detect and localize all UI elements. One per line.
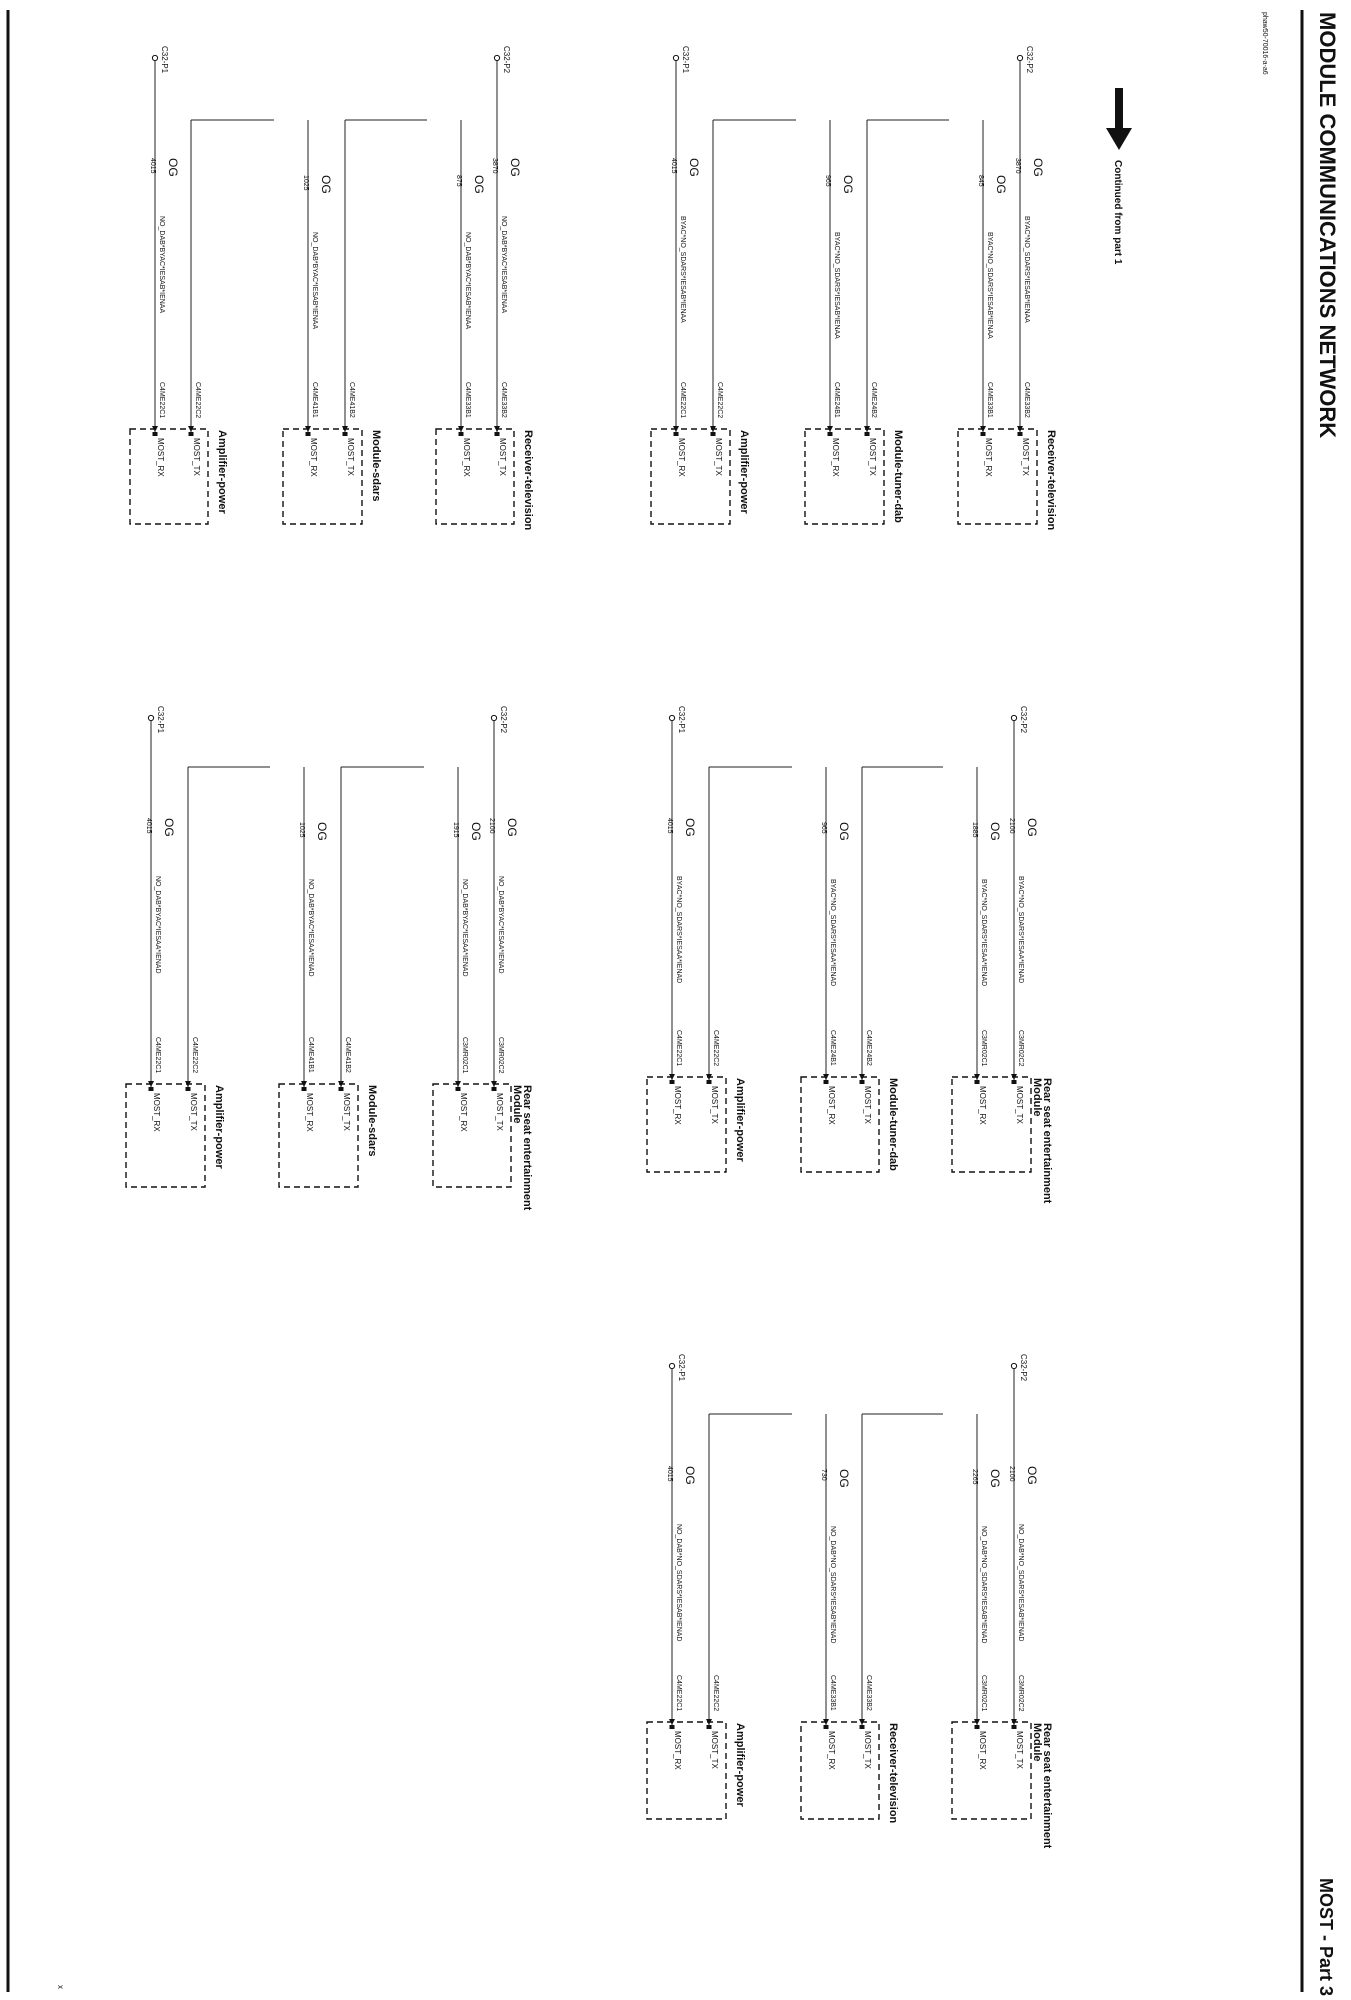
pin-label: MOST_TX (710, 1086, 719, 1124)
pin-label: MOST_TX (495, 1093, 504, 1131)
pin-block-icon (306, 432, 311, 436)
module-connector-label: C4ME22C1 (675, 1030, 682, 1067)
pin-label: MOST_RX (673, 1731, 682, 1770)
part-label: MOST - Part 3 (1316, 1878, 1336, 1997)
wire-length-label: 4015 (670, 158, 677, 174)
pin-block-icon (189, 432, 194, 436)
option-code-label: NO_DAB*NO_SDARS*IESAB*IENAD (675, 1524, 682, 1642)
pin-label: MOST_TX (863, 1086, 872, 1124)
pin-block-icon (824, 1725, 829, 1729)
wire-color-label: OG (505, 818, 519, 837)
wire-color-label: OG (1025, 1466, 1039, 1485)
source-connector-label: C32-P1 (156, 706, 165, 734)
module-name-label: Amplifier-power (738, 430, 750, 514)
pin-block-icon (492, 1087, 497, 1091)
wire-color-label: OG (472, 175, 486, 194)
pin-label: MOST_TX (710, 1731, 719, 1769)
pin-label: MOST_RX (459, 1093, 468, 1132)
option-code-label: NO_DAB*BYAC*IESAA*IENAD (307, 879, 314, 977)
pin-label: MOST_TX (1015, 1086, 1024, 1124)
wire-color-label: OG (988, 1469, 1002, 1488)
connector-terminal-icon (669, 715, 674, 720)
pin-label: MOST_RX (827, 1086, 836, 1125)
source-connector-label: C32-P1 (160, 46, 169, 74)
module-connector-label: C4ME22C2 (712, 1675, 719, 1712)
option-code-label: BYAC*NO_SDARS*IESAB*IENAA (833, 232, 840, 339)
pin-label: MOST_RX (673, 1086, 682, 1125)
pin-label: MOST_TX (498, 438, 507, 476)
module-connector-label: C4ME33B2 (1023, 382, 1030, 418)
pin-label: MOST_TX (192, 438, 201, 476)
wire-length-label: 4015 (666, 1466, 673, 1482)
module-connector-label: C4ME33B2 (500, 382, 507, 418)
wire-color-label: OG (994, 175, 1008, 194)
pin-block-icon (670, 1725, 675, 1729)
option-code-label: BYAC*NO_SDARS*IESAA*IENAD (980, 879, 987, 987)
pin-label: MOST_TX (714, 438, 723, 476)
module-connector-label: C4ME41B1 (311, 382, 318, 418)
wire-color-label: OG (1025, 818, 1039, 837)
pin-block-icon (828, 432, 833, 436)
option-code-label: NO_DAB*BYAC*IESAB*IENAA (158, 216, 165, 314)
connector-terminal-icon (669, 1363, 674, 1368)
wire-color-label: OG (508, 158, 522, 177)
wire-color-label: OG (683, 1466, 697, 1485)
wire-color-label: OG (315, 822, 329, 841)
wire-length-label: 2100 (488, 818, 495, 834)
source-connector-label: C32-P2 (1019, 1354, 1028, 1382)
option-code-label: NO_DAB*NO_SDARS*IESAB*IENAD (980, 1526, 987, 1644)
source-connector-label: C32-P1 (677, 706, 686, 734)
pin-label: MOST_RX (462, 438, 471, 477)
pin-block-icon (860, 1725, 865, 1729)
module-connector-label: C4ME22C1 (675, 1675, 682, 1712)
module-connector-label: C3MR02C2 (1017, 1030, 1024, 1067)
module-name-label: Module-tuner-dab (887, 1078, 899, 1171)
module-name-label: Rear seat entertainment (1041, 1078, 1053, 1204)
module-connector-label: C4ME41B1 (307, 1037, 314, 1073)
wire-length-label: 4015 (145, 818, 152, 834)
circuit-groups (126, 46, 1057, 1849)
module-connector-label: C4ME22C1 (158, 382, 165, 419)
connector-terminal-icon (148, 715, 153, 720)
option-code-label: NO_DAB*NO_SDARS*IESAB*IENAD (1017, 1524, 1024, 1642)
pin-block-icon (1012, 1725, 1017, 1729)
module-name-label: Module-tuner-dab (892, 430, 904, 523)
pin-block-icon (302, 1087, 307, 1091)
option-code-label: NO_DAB*BYAC*IESAA*IENAD (497, 876, 504, 974)
circuit-group (130, 46, 534, 531)
module-connector-label: C4ME24B2 (865, 1030, 872, 1066)
diagram-code: phaw50-70016-a-a6 (1261, 12, 1268, 75)
pin-block-icon (674, 432, 679, 436)
wire-color-label: OG (837, 1469, 851, 1488)
pin-block-icon (865, 432, 870, 436)
pin-label: MOST_RX (305, 1093, 314, 1132)
wire-length-label: 1885 (971, 822, 978, 838)
module-connector-label: C3MR02C1 (980, 1675, 987, 1712)
continued-arrow-icon (1106, 88, 1132, 150)
option-code-label: NO_DAB*BYAC*IESAA*IENAD (154, 876, 161, 974)
option-code-label: BYAC*NO_SDARS*IESAB*IENAA (679, 216, 686, 323)
option-code-label: NO_DAB*BYAC*IESAB*IENAA (464, 232, 471, 330)
pin-block-icon (186, 1087, 191, 1091)
wire-length-label: 965 (824, 175, 831, 187)
option-code-label: NO_DAB*BYAC*IESAB*IENAA (500, 216, 507, 314)
pin-block-icon (707, 1080, 712, 1084)
module-name-label: Receiver-television (522, 430, 534, 531)
option-code-label: BYAC*NO_SDARS*IESAB*IENAA (986, 232, 993, 339)
pin-block-icon (1012, 1080, 1017, 1084)
module-name-label: Module (1031, 1078, 1043, 1117)
module-connector-label: C4ME22C2 (712, 1030, 719, 1067)
module-connector-label: C4ME24B2 (870, 382, 877, 418)
pin-block-icon (456, 1087, 461, 1091)
module-connector-label: C4ME22C2 (716, 382, 723, 419)
pin-block-icon (1018, 432, 1023, 436)
source-connector-label: C32-P1 (677, 1354, 686, 1382)
wire-color-label: OG (837, 822, 851, 841)
pin-label: MOST_RX (827, 1731, 836, 1770)
module-connector-label: C3MR02C1 (980, 1030, 987, 1067)
pin-block-icon (975, 1080, 980, 1084)
wire-length-label: 3870 (1014, 158, 1021, 174)
module-connector-label: C4ME33B1 (829, 1675, 836, 1711)
source-connector-label: C32-P1 (681, 46, 690, 74)
module-name-label: Amplifier-power (216, 430, 228, 514)
wire-color-label: OG (166, 158, 180, 177)
option-code-label: BYAC*NO_SDARS*IESAA*IENAD (1017, 876, 1024, 984)
module-connector-label: C4ME22C2 (194, 382, 201, 419)
module-connector-label: C3MR02C2 (1017, 1675, 1024, 1712)
wire-length-label: 1025 (298, 822, 305, 838)
pin-label: MOST_RX (156, 438, 165, 477)
connector-terminal-icon (1011, 715, 1016, 720)
circuit-group (126, 706, 533, 1211)
wire-length-label: 1025 (302, 175, 309, 191)
module-connector-label: C4ME22C2 (191, 1037, 198, 1074)
pin-block-icon (495, 432, 500, 436)
module-connector-label: C4ME41B2 (348, 382, 355, 418)
module-name-label: Amplifier-power (734, 1723, 746, 1807)
module-name-label: Rear seat entertainment (1041, 1723, 1053, 1849)
connector-terminal-icon (491, 715, 496, 720)
pin-block-icon (670, 1080, 675, 1084)
module-connector-label: C4ME22C1 (679, 382, 686, 419)
wire-color-label: OG (1031, 158, 1045, 177)
wire-length-label: 4015 (149, 158, 156, 174)
option-code-label: BYAC*NO_SDARS*IESAA*IENAD (829, 879, 836, 987)
wire-length-label: 875 (455, 175, 462, 187)
circuit-group (647, 706, 1053, 1204)
module-connector-label: C3MR02C1 (461, 1037, 468, 1074)
pin-label: MOST_TX (868, 438, 877, 476)
wire-length-label: 1915 (452, 822, 459, 838)
module-name-label: Receiver-television (1045, 430, 1057, 531)
pin-label: MOST_RX (831, 438, 840, 477)
option-code-label: NO_DAB*BYAC*IESAB*IENAA (311, 232, 318, 330)
footer-mark: x (56, 1985, 65, 1989)
pin-label: MOST_RX (677, 438, 686, 477)
module-connector-label: C4ME22C1 (154, 1037, 161, 1074)
option-code-label: BYAC*NO_SDARS*IESAB*IENAA (1023, 216, 1030, 323)
pin-label: MOST_TX (863, 1731, 872, 1769)
source-connector-label: C32-P2 (1025, 46, 1034, 74)
module-connector-label: C4ME33B2 (865, 1675, 872, 1711)
module-name-label: Amplifier-power (213, 1085, 225, 1169)
pin-block-icon (860, 1080, 865, 1084)
wire-color-label: OG (162, 818, 176, 837)
pin-label: MOST_TX (342, 1093, 351, 1131)
connector-terminal-icon (152, 55, 157, 60)
pin-block-icon (339, 1087, 344, 1091)
circuit-group (651, 46, 1057, 531)
module-name-label: Module-sdars (366, 1085, 378, 1157)
wire-length-label: 2100 (1008, 1466, 1015, 1482)
pin-block-icon (343, 432, 348, 436)
wire-length-label: 2265 (971, 1469, 978, 1485)
wire-length-label: 730 (820, 1469, 827, 1481)
wire-length-label: 3870 (491, 158, 498, 174)
module-name-label: Receiver-television (887, 1723, 899, 1824)
circuit-group (647, 1354, 1053, 1849)
module-connector-label: C4ME41B2 (344, 1037, 351, 1073)
module-name-label: Module (511, 1085, 523, 1124)
pin-label: MOST_TX (189, 1093, 198, 1131)
pin-block-icon (711, 432, 716, 436)
pin-label: MOST_TX (1015, 1731, 1024, 1769)
source-connector-label: C32-P2 (499, 706, 508, 734)
pin-label: MOST_RX (152, 1093, 161, 1132)
pin-label: MOST_RX (309, 438, 318, 477)
module-connector-label: C4ME24B1 (833, 382, 840, 418)
option-code-label: NO_DAB*NO_SDARS*IESAB*IENAD (829, 1526, 836, 1644)
pin-label: MOST_TX (1021, 438, 1030, 476)
pin-block-icon (824, 1080, 829, 1084)
pin-block-icon (707, 1725, 712, 1729)
source-connector-label: C32-P2 (1019, 706, 1028, 734)
wire-color-label: OG (683, 818, 697, 837)
wire-color-label: OG (687, 158, 701, 177)
wire-color-label: OG (319, 175, 333, 194)
pin-label: MOST_RX (984, 438, 993, 477)
connector-terminal-icon (1017, 55, 1022, 60)
pin-block-icon (153, 432, 158, 436)
continued-label: Continued from part 1 (1112, 160, 1123, 265)
module-connector-label: C4ME24B1 (829, 1030, 836, 1066)
pin-label: MOST_TX (346, 438, 355, 476)
connector-terminal-icon (673, 55, 678, 60)
module-name-label: Rear seat entertainment (521, 1085, 533, 1211)
module-connector-label: C4ME33B1 (986, 382, 993, 418)
pin-block-icon (981, 432, 986, 436)
wire-length-label: 4015 (666, 818, 673, 834)
source-connector-label: C32-P2 (502, 46, 511, 74)
pin-block-icon (975, 1725, 980, 1729)
option-code-label: BYAC*NO_SDARS*IESAA*IENAD (675, 876, 682, 984)
module-name-label: Module (1031, 1723, 1043, 1762)
option-code-label: NO_DAB*BYAC*IESAA*IENAD (461, 879, 468, 977)
pin-label: MOST_RX (978, 1086, 987, 1125)
wire-length-label: 965 (820, 822, 827, 834)
wire-length-label: 845 (977, 175, 984, 187)
wire-color-label: OG (988, 822, 1002, 841)
wire-color-label: OG (841, 175, 855, 194)
wire-color-label: OG (469, 822, 483, 841)
pin-block-icon (459, 432, 464, 436)
connector-terminal-icon (1011, 1363, 1016, 1368)
page-title: MODULE COMMUNICATIONS NETWORK (1315, 12, 1340, 439)
module-connector-label: C4ME33B1 (464, 382, 471, 418)
connector-terminal-icon (494, 55, 499, 60)
wire-length-label: 2100 (1008, 818, 1015, 834)
pin-block-icon (149, 1087, 154, 1091)
module-name-label: Module-sdars (370, 430, 382, 502)
pin-label: MOST_RX (978, 1731, 987, 1770)
module-connector-label: C3MR02C2 (497, 1037, 504, 1074)
module-name-label: Amplifier-power (734, 1078, 746, 1162)
